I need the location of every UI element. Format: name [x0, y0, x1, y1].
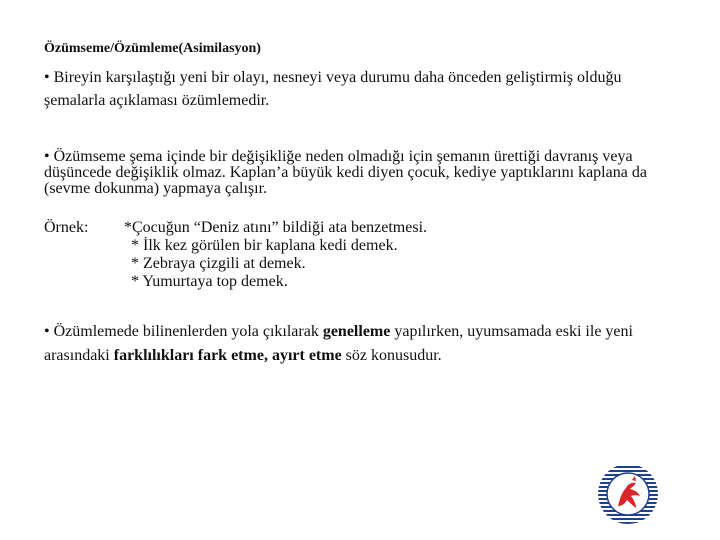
- example-item: * İlk kez görülen bir kaplana kedi demek.: [131, 237, 398, 254]
- example-label: Örnek:: [44, 219, 89, 236]
- page-title: Özümseme/Özümleme(Asimilasyon): [44, 41, 261, 56]
- example-item: *Çocuğun “Deniz atını” bildiği ata benzetmesi.: [124, 219, 428, 236]
- example-item: * Zebraya çizgili at demek.: [131, 255, 306, 272]
- emphasis-generalization: genelleme: [322, 323, 391, 340]
- emphasis-discrimination: farklılıkları fark etme,: [113, 347, 268, 364]
- example-item: * Yumurtaya top demek.: [131, 273, 288, 290]
- university-seal-icon: [596, 462, 660, 526]
- emphasis-distinguishing: ayırt etme: [271, 347, 342, 364]
- paragraph-text: söz konusudur.: [345, 347, 442, 364]
- example-list: [124, 219, 427, 291]
- paragraph-text: • Özümlemede bilinenlerden yola çıkılarak: [44, 323, 319, 340]
- paragraph-assimilation-definition: • Bireyin karşılaştığı yeni bir olayı, nesneyi veya durumu daha önceden geliştirmiş olduğu şemalarla açıklaması özümlemedir.: [44, 69, 622, 109]
- paragraph-assimilation-explanation: • Özümseme şema içinde bir değişikliğe neden olmadığı için şemanın ürettiği davranış veya düşüncede değişiklik olmaz. Kaplan’a büyük kedi diyen çocuk, kediye yaptıklarını kaplana da (sevme dokunma) yapmaya çalışır.: [44, 148, 647, 197]
- paragraph-generalization-vs-discrimination: [44, 320, 684, 368]
- paragraph-text: yapılırken, uyumsamada eski ile yeni arasındaki: [44, 323, 633, 364]
